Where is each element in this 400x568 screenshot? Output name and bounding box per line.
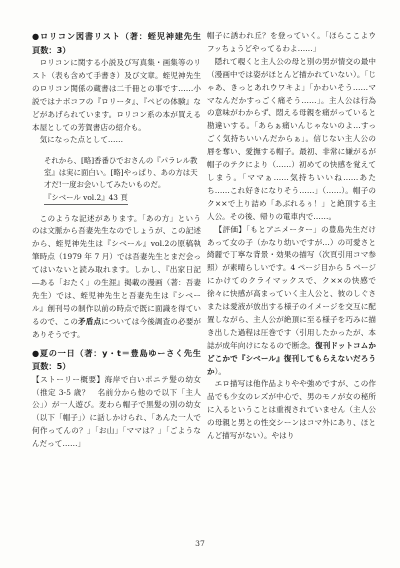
paragraph: [207, 224, 376, 379]
paragraph: 【ストーリー概要】海岸で白いポニテ髪の幼女（推定 3-5 歳？ 名前分から他ので以下「主人公」）が一人遊び。麦わら帽子で黒髪の別の幼女（以下「帽子」）に話しかけられ、「あんた一人で何作ってんの？」「お山」「ママは？」「ごようなんだって……」: [32, 374, 201, 449]
paragraph-text: 【評価】「もとアニメーター」の豊島先生だけあって女の子（かなり幼いですが…）の可愛さと綺麗で丁寧な背景・効果の描写（次頁引用コマ参照）が素晴らしいです。4 ページ目から 5 ページにかけてのクライマックスで、ク××の快感で徐々に快感が高まっていく主人公と、彼のしぐさまたは愛液が放出する様子のイメージを交互に配置しながら、主人公が絶頂に至る様子を巧みに描き出した過程は圧巻です（引用したかったが、本誌が成年向けになるので断念。: [207, 224, 376, 350]
emphasis-text: 復刊ドットコムかどこかで『シベール』復刊してもらえないだろうか: [207, 340, 376, 376]
section-heading-summer-day: ●夏の一日（著：y・t＝豊島ゆーさく先生 頁数：5）: [32, 347, 210, 372]
page-number: 37: [195, 539, 205, 548]
left-column: [32, 30, 210, 451]
emphasis-text: 矛盾点: [78, 316, 102, 326]
paragraph: [32, 213, 201, 342]
quote-source: 『シベール vol.2』43 頁: [44, 192, 128, 205]
paragraph-text: については今後調査の必要がありそうです。: [32, 316, 201, 339]
right-column: [207, 30, 376, 443]
paragraph: エロ描写は他作品よりやや強めですが、この作品でも少女のレズが中心で、男のモノが女の秘所に入るということは重視されていません（主人公の母親と男との性交シーンはコマ外にあり、ほとんど描写がない）。やはり: [207, 379, 376, 441]
paragraph-text: ）。: [214, 366, 226, 376]
section-heading-lolicon-list: ●ロリコン図書リスト（著：蛭児神建先生 頁数：3）: [32, 31, 210, 55]
paragraph: 隠れて覗くと主人公の母と別の男が情交の最中（漫画中では姿がほとんど描かれていない）。「じゃあ、きっとあれウワキよ」「かわいそう……ママなんだかすっごく痛そう……」。主人公は行為の意味がわからず、悶える母親を痛がっていると勘違いする。「あらぁ痛いんじゃないのよ…すっごく気持ちいいんだからぁ」。信じない主人公の唇を奪い、愛撫する帽子。最初、非常に嫌がるが帽子のテクにより（……）初めての快感を覚えてしまう。「ママぁ……気持ちいいね……あたち……これ好きになりそう……」（……）。帽子のク××で上り詰め「あぶれるぅ！」と絶頂する主人公。その後、帰りの電車内で……。: [207, 56, 376, 221]
paragraph: ロリコンに関する小説及び写真集・画集等のリスト（表も含めて手書き）及び文章。蛭児神先生のロリコン関係の蔵書は二千冊との事です……小説ではナボコフの『ロリータ』、『ペピの体験』などがあげられています。ロリコン系の本が買える本屋としての芳賀書店の紹介も。: [32, 58, 201, 132]
block-quote: [38, 155, 201, 204]
quote-text: それから、[略]香番ひでおさんの『パラレル教室』は実に面白い。[略]やっぱり、あの方は天才だ!一度お会いしてみたいものだ。: [44, 156, 198, 189]
paragraph-text: このような記述があります。「あの方」というのは文脈から吾妻先生なのでしょうが、この記述から、蛭児神先生は『シベール』vol.2の原稿執筆時点（1979 年 7 月）では吾妻先生とまだ会ってはいないと読み取れます。しかし、『出家日記―ある「おたく」の生涯』掲載の漫画（著：吾妻先生）では、蛭児神先生と吾妻先生は『シベール』創刊号の制作以前の時点で既に面識を得ているので、この: [32, 213, 201, 326]
paragraph: 気になった点として……: [39, 135, 124, 145]
paragraph: 帽子に誘われ丘？を登っていく。「ほらここよウフッちょうどやってるわよ……」: [207, 31, 376, 53]
